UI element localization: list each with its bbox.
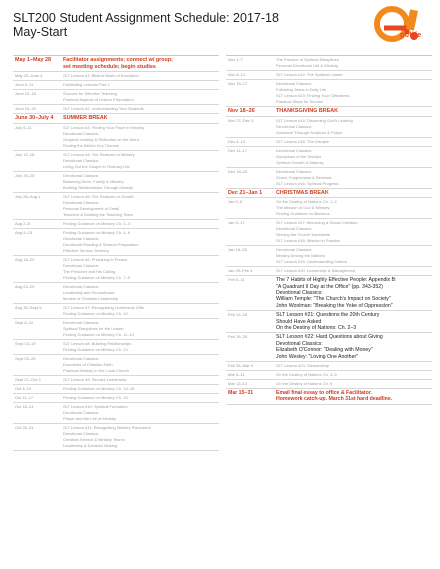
assignment-line: Homework catch-up. March 31st hard deadline. <box>276 396 393 403</box>
assignment-line: Should Have Asked <box>276 318 322 325</box>
row-date: Feb 19–25 <box>228 334 248 340</box>
schedule-row <box>13 105 219 114</box>
row-date: Jan 18–28 <box>228 247 247 253</box>
assignment-line: SLT Lesson #13: Finding Your Giftedness <box>276 93 350 98</box>
schedule-row <box>13 340 219 355</box>
assignment-line: THANKSGIVING BREAK <box>276 108 338 114</box>
assignment-line: SLT Lesson #12: The Spiritual Leader <box>276 72 343 77</box>
row-assignment <box>61 81 219 89</box>
row-assignment <box>61 424 219 450</box>
schedule-row <box>13 151 219 172</box>
assignment-line: Ministry Among the Nations <box>276 253 325 259</box>
row-assignment <box>61 394 219 402</box>
row-date: May 29–June 4 <box>15 73 43 79</box>
row-assignment <box>274 56 432 70</box>
row-date: Aug 9–15 <box>15 229 33 235</box>
schedule-row <box>226 380 432 389</box>
assignment-line: Email final essay to office & Facilitator. <box>276 390 372 397</box>
assignment-line: Practical Ministry in the Local Church <box>63 367 129 373</box>
row-assignment <box>61 151 219 171</box>
schedule-right-column <box>226 55 432 405</box>
assignment-line: On the Destiny of Nations: Ch. 2–3 <box>276 325 357 332</box>
assignment-line: SLT Lesson #16: Spiritual Progress <box>276 180 339 186</box>
schedule-row <box>226 371 432 380</box>
row-assignment <box>61 193 219 219</box>
row-date: June 19–29 <box>15 106 36 112</box>
schedule-row <box>226 311 432 333</box>
row-assignment <box>61 283 219 303</box>
assignment-line: On the Destiny of Nations Ch. 4–5 <box>276 372 337 378</box>
assignment-line: SLT Lesson #8: Building Relationships <box>63 340 132 346</box>
assignment-line: Prayer and the Life of Ministry <box>63 415 117 421</box>
schedule-row <box>226 362 432 371</box>
assignment-line: Devotional Classics: <box>276 226 313 232</box>
row-date: Sept 13–19 <box>15 340 36 346</box>
assignment-line: Grace, Forgiveness & Renewal <box>276 174 332 180</box>
assignment-line: Building Relationships Through Ministry <box>63 184 134 190</box>
row-assignment <box>61 355 219 375</box>
row-date: Nov 15–17 <box>228 81 248 86</box>
row-assignment <box>274 276 432 310</box>
assignment-line: Facilitator assignments; connect w/ group; <box>63 57 173 63</box>
row-date: Oct 4–10 <box>15 385 32 391</box>
row-date: Jan 9–17 <box>228 220 245 226</box>
row-assignment <box>61 403 219 423</box>
row-date: Feb 5–11 <box>228 277 245 283</box>
assignment-line: Christian Service & Ministry Teams <box>63 436 125 442</box>
assignment-line: SLT Lesson #10: Spiritual Formation <box>63 403 128 409</box>
assignment-line: Living Out the Gospel in Ordinary Life <box>63 163 130 169</box>
assignment-line: Finding Guidance on Ministry Ch. 10 <box>63 310 128 316</box>
assignment-line: Essentials of Christian Faith <box>63 361 113 367</box>
assignment-line: CHRISTMAS BREAK <box>276 189 329 196</box>
assignment-line: Spiritual Disciplines for the Leader <box>63 325 124 331</box>
row-date: Mar 5–11 <box>228 372 245 378</box>
assignment-line: Elizabeth O'Connor: "Dealing with Money" <box>276 347 373 354</box>
row-assignment <box>274 198 432 218</box>
row-date: July 12–18 <box>15 151 35 157</box>
golife-logo <box>322 6 434 46</box>
assignment-line: Devotional Classics: <box>276 247 313 253</box>
row-date: Nov 8–14 <box>228 72 246 77</box>
assignment-line: Scripture reading & Reflection on the Word <box>63 136 139 142</box>
assignment-line: SLT Lesson #11: Recognizing Ministry Placement <box>63 424 151 430</box>
schedule-row <box>13 124 219 151</box>
row-date: Aug 30–Sept 5 <box>15 304 42 310</box>
assignment-line: On the Destiny of Nations Ch. 1–2 <box>276 199 337 205</box>
assignment-line: SLT Lesson #2: Understanding Your Students <box>63 106 144 112</box>
row-date: Feb 12–18 <box>228 312 248 318</box>
schedule-row <box>13 376 219 385</box>
row-date: Aug 16–22 <box>15 256 35 262</box>
row-assignment <box>274 267 432 275</box>
assignment-line: Devotional Classics: <box>276 340 323 347</box>
row-assignment <box>274 71 432 79</box>
row-date: Oct 11–17 <box>15 394 34 400</box>
assignment-line: On the Destiny of Nations Ch. 6 <box>276 381 333 387</box>
assignment-line: Finding Guidance on Ministry Ch. 14–15 <box>63 385 135 391</box>
assignment-line: Devotional Reading & Sermon Preparation <box>63 241 139 247</box>
row-date: June 5–11 <box>15 82 34 88</box>
schedule-row <box>13 283 219 304</box>
schedule-row <box>226 71 432 80</box>
assignment-line: Models of Christian Leadership <box>63 295 119 301</box>
row-assignment <box>274 107 432 116</box>
row-assignment <box>61 376 219 384</box>
assignment-line: SLT Lesson #22: Hard Questions about Giving <box>276 334 383 341</box>
row-assignment <box>61 220 219 228</box>
schedule-row <box>226 80 432 107</box>
row-assignment <box>61 385 219 393</box>
schedule-row <box>226 117 432 138</box>
assignment-line: Devotional Classics: <box>63 262 100 268</box>
assignment-line: Devotional Classics: <box>63 430 100 436</box>
schedule-row <box>13 424 219 451</box>
schedule-row <box>13 256 219 283</box>
assignment-line: SLT Lesson #20: Leadership & Management <box>276 268 356 274</box>
row-date: Feb 26–Mar 4 <box>228 363 253 369</box>
assignment-line: John Wesley: "Loving One Another" <box>276 353 359 360</box>
row-date: Dec 11–17 <box>228 147 248 153</box>
assignment-line: SLT Lesson #21: Questions the 20th Century <box>276 312 380 319</box>
assignment-line: Finding the Bible's Key Themes <box>63 142 120 148</box>
assignment-line: Devotional Classics: <box>276 168 313 174</box>
schedule-row <box>226 389 432 405</box>
logo-mark-icon <box>322 6 434 46</box>
title-line-2: May-Start <box>13 25 68 39</box>
assignment-line: Finding Guidance on Ministry Ch. 7–9 <box>63 274 130 280</box>
assignment-line: SUMMER BREAK <box>63 115 108 122</box>
assignment-line: Effective Sermon Delivery <box>63 247 109 253</box>
row-date: June 12–18 <box>15 91 36 97</box>
row-date: Oct 18–24 <box>15 403 34 409</box>
assignment-line: SLT Lesson #7: Recognizing Leadership Gifts <box>63 304 145 310</box>
assignment-line: SLT Lesson #23: Stewardship <box>276 363 329 369</box>
row-assignment <box>61 172 219 192</box>
row-assignment <box>274 311 432 332</box>
schedule-row <box>13 319 219 340</box>
assignment-line: Personal Devotional Life & Ministry <box>276 63 339 68</box>
break-row <box>13 114 219 124</box>
assignment-line: William Temple: "The Church's Impact on Society" <box>276 296 391 303</box>
schedule-row <box>13 193 219 220</box>
row-date: Jan 29–Feb 4 <box>228 268 253 274</box>
row-date: Mar 15–31 <box>228 390 254 397</box>
row-assignment <box>61 319 219 339</box>
assignment-line: Devotional Classics: <box>276 290 323 296</box>
row-assignment <box>61 304 219 318</box>
row-assignment <box>274 80 432 106</box>
assignment-line: Devotional Classics: <box>276 81 313 86</box>
schedule-row <box>13 385 219 394</box>
assignment-line: SLT Lesson #17: Becoming a Global Christian <box>276 220 358 226</box>
assignment-line: Facilitating Lessons Part 1 <box>63 82 110 88</box>
row-assignment <box>274 380 432 388</box>
assignment-line: Practical Steps for Service <box>276 99 323 104</box>
assignment-line: Following Jesus in Daily Life <box>276 87 327 92</box>
assignment-line: Devotional Classics: <box>63 199 100 205</box>
row-date: Sept 6–12 <box>15 319 34 325</box>
assignment-line: SLT Lesson #5: The Seasons of Growth <box>63 193 134 199</box>
row-assignment <box>274 219 432 245</box>
schedule-row <box>226 219 432 246</box>
break-row <box>13 56 219 72</box>
row-assignment <box>274 138 432 146</box>
assignment-line: Finding Guidance on Ministry Ch. 1–3 <box>63 220 130 226</box>
schedule-row <box>226 138 432 147</box>
assignment-line: SLT Lesson #18: Mission in Practice <box>276 238 341 244</box>
assignment-line: SLT Lesson #1: Biblical Basis of Education <box>63 73 139 79</box>
schedule-row <box>226 198 432 219</box>
row-assignment <box>61 105 219 113</box>
row-date: Aug 2–8 <box>15 220 30 226</box>
assignment-line: SLT Lesson #4: The Seasons of Ministry <box>63 151 135 157</box>
schedule-row <box>226 267 432 276</box>
assignment-line: Disciplines of the Disciple <box>276 153 322 159</box>
assignment-line: The Mission of God & Ministry <box>276 205 330 211</box>
schedule-row <box>13 403 219 424</box>
assignment-line: Finding Guidance on Ministry Ch. 11–12 <box>63 331 135 337</box>
assignment-line: SLT Lesson #9: Servant Leadership <box>63 376 127 382</box>
row-date: Mar 12–14 <box>228 381 248 387</box>
assignment-line: set meeting schedule; begin studies <box>63 63 156 70</box>
assignment-line: Devotional Classics: <box>63 130 100 136</box>
assignment-line: SLT Lesson #3: Finding Your Place in Ministry <box>63 124 145 130</box>
assignment-line: Sources for Effective Teaching <box>63 91 117 97</box>
schedule-row <box>13 172 219 193</box>
assignment-line: Devotional Classics: <box>63 235 100 241</box>
row-assignment <box>61 72 219 80</box>
row-assignment <box>274 189 432 198</box>
assignment-line: Devotional Classics: <box>63 283 100 289</box>
assignment-line: SLT Lesson #14: Discerning God's Leading <box>276 117 353 123</box>
assignment-line: The Preacher and His Calling <box>63 268 116 274</box>
assignment-line: Practical Aspects of Lesson Preparation <box>63 97 134 103</box>
assignment-line: "A Quadrant II Day at the Office" (pp. 343-352) <box>276 283 383 290</box>
schedule-row <box>226 168 432 189</box>
assignment-line: Devotional Classics: <box>63 319 100 325</box>
assignment-line: Finding Guidance on Ministry Ch. 4–6 <box>63 229 130 235</box>
assignment-line: Devotional Classics: <box>63 157 100 163</box>
assignment-line: Devotional Classics: <box>276 147 313 153</box>
row-assignment <box>274 389 432 404</box>
row-date: Jan 2–8 <box>228 199 243 205</box>
row-assignment <box>61 56 219 71</box>
row-assignment <box>274 362 432 370</box>
assignment-line: Finding Guidance on Ministry Ch. 16 <box>63 394 128 400</box>
assignment-line: SLT Lesson #19: Understanding Culture <box>276 259 348 265</box>
row-date: July 26–Aug 1 <box>15 193 41 199</box>
row-assignment <box>61 229 219 255</box>
assignment-line: The 7 Habits of Highly Effective People: Appendix B: <box>276 277 397 284</box>
schedule-row <box>13 72 219 81</box>
schedule-row <box>13 90 219 105</box>
row-date: Aug 23–29 <box>15 283 35 289</box>
assignment-line: John Woolman: "Breaking the Yoke of Oppression" <box>276 302 393 309</box>
schedule-row <box>13 220 219 229</box>
assignment-line: Devotional Classics: <box>63 409 100 415</box>
row-date: Nov 18–26 <box>228 108 255 114</box>
row-date: May 1–May 28 <box>15 57 51 63</box>
schedule-row <box>13 304 219 319</box>
assignment-line: The Practice of Spiritual Disciplines <box>276 57 339 62</box>
assignment-line: Leadership & Decision Making <box>63 442 118 448</box>
row-date: Sept 20–26 <box>15 355 36 361</box>
assignment-line: Devotional Classics: <box>276 123 313 129</box>
assignment-line: SLT Lesson #6: Preparing to Preach <box>63 256 128 262</box>
assignment-line: SLT Lesson #15: The Disciple <box>276 138 329 144</box>
row-assignment <box>274 371 432 379</box>
row-assignment <box>274 333 432 361</box>
schedule-row <box>226 333 432 362</box>
schedule-left-column <box>13 55 219 451</box>
assignment-line: Balancing Work, Family & Ministry <box>63 178 124 184</box>
row-date: Nov 27–Dec 3 <box>228 117 254 123</box>
row-assignment <box>274 168 432 188</box>
schedule-row <box>226 147 432 168</box>
schedule-row <box>13 355 219 376</box>
assignment-line: Finding Guidance on Missions <box>276 211 330 217</box>
row-assignment <box>274 117 432 137</box>
row-assignment <box>61 114 219 123</box>
assignment-line: Serving the Church Worldwide <box>276 232 330 238</box>
assignment-line: Leadership and Servanthood <box>63 289 115 295</box>
schedule-row <box>226 276 432 311</box>
row-date: Oct 25–31 <box>15 424 34 430</box>
row-date: Sept 27–Oct 3 <box>15 376 41 382</box>
logo-wordmark: golife <box>400 32 422 39</box>
row-assignment <box>274 147 432 167</box>
assignment-line: Guidance Through Scripture & Prayer <box>276 129 343 135</box>
row-assignment <box>61 124 219 150</box>
schedule-row <box>13 394 219 403</box>
assignment-line: Finding Guidance on Ministry Ch. 13 <box>63 346 128 352</box>
assignment-line: Teachers & Building the Teaching Team <box>63 211 133 217</box>
row-date: Dec 18–20 <box>228 168 248 174</box>
break-row <box>226 107 432 117</box>
row-date: Nov 1–7 <box>228 57 243 62</box>
row-assignment <box>61 340 219 354</box>
row-assignment <box>61 90 219 104</box>
schedule-row <box>13 81 219 90</box>
assignment-line: Devotional Classics: <box>63 355 100 361</box>
row-date: Dec 4–10 <box>228 138 246 144</box>
assignment-line: Personal Development of Small <box>63 205 120 211</box>
row-date: July 19–25 <box>15 172 35 178</box>
assignment-line: Spiritual Growth & Maturity <box>276 159 324 165</box>
title-line-1: SLT200 Student Assignment Schedule: 2017-18 <box>13 11 279 25</box>
break-row <box>226 189 432 199</box>
row-date: July 5–11 <box>15 124 32 130</box>
row-assignment <box>61 256 219 282</box>
schedule-row <box>226 56 432 71</box>
row-assignment <box>274 246 432 266</box>
row-date: Dec 21–Jan 1 <box>228 189 263 196</box>
schedule-row <box>226 246 432 267</box>
row-date: June 30–July 4 <box>15 115 54 122</box>
schedule-row <box>13 229 219 256</box>
assignment-line: Devotional Classics: <box>63 172 100 178</box>
page-title <box>13 11 279 39</box>
